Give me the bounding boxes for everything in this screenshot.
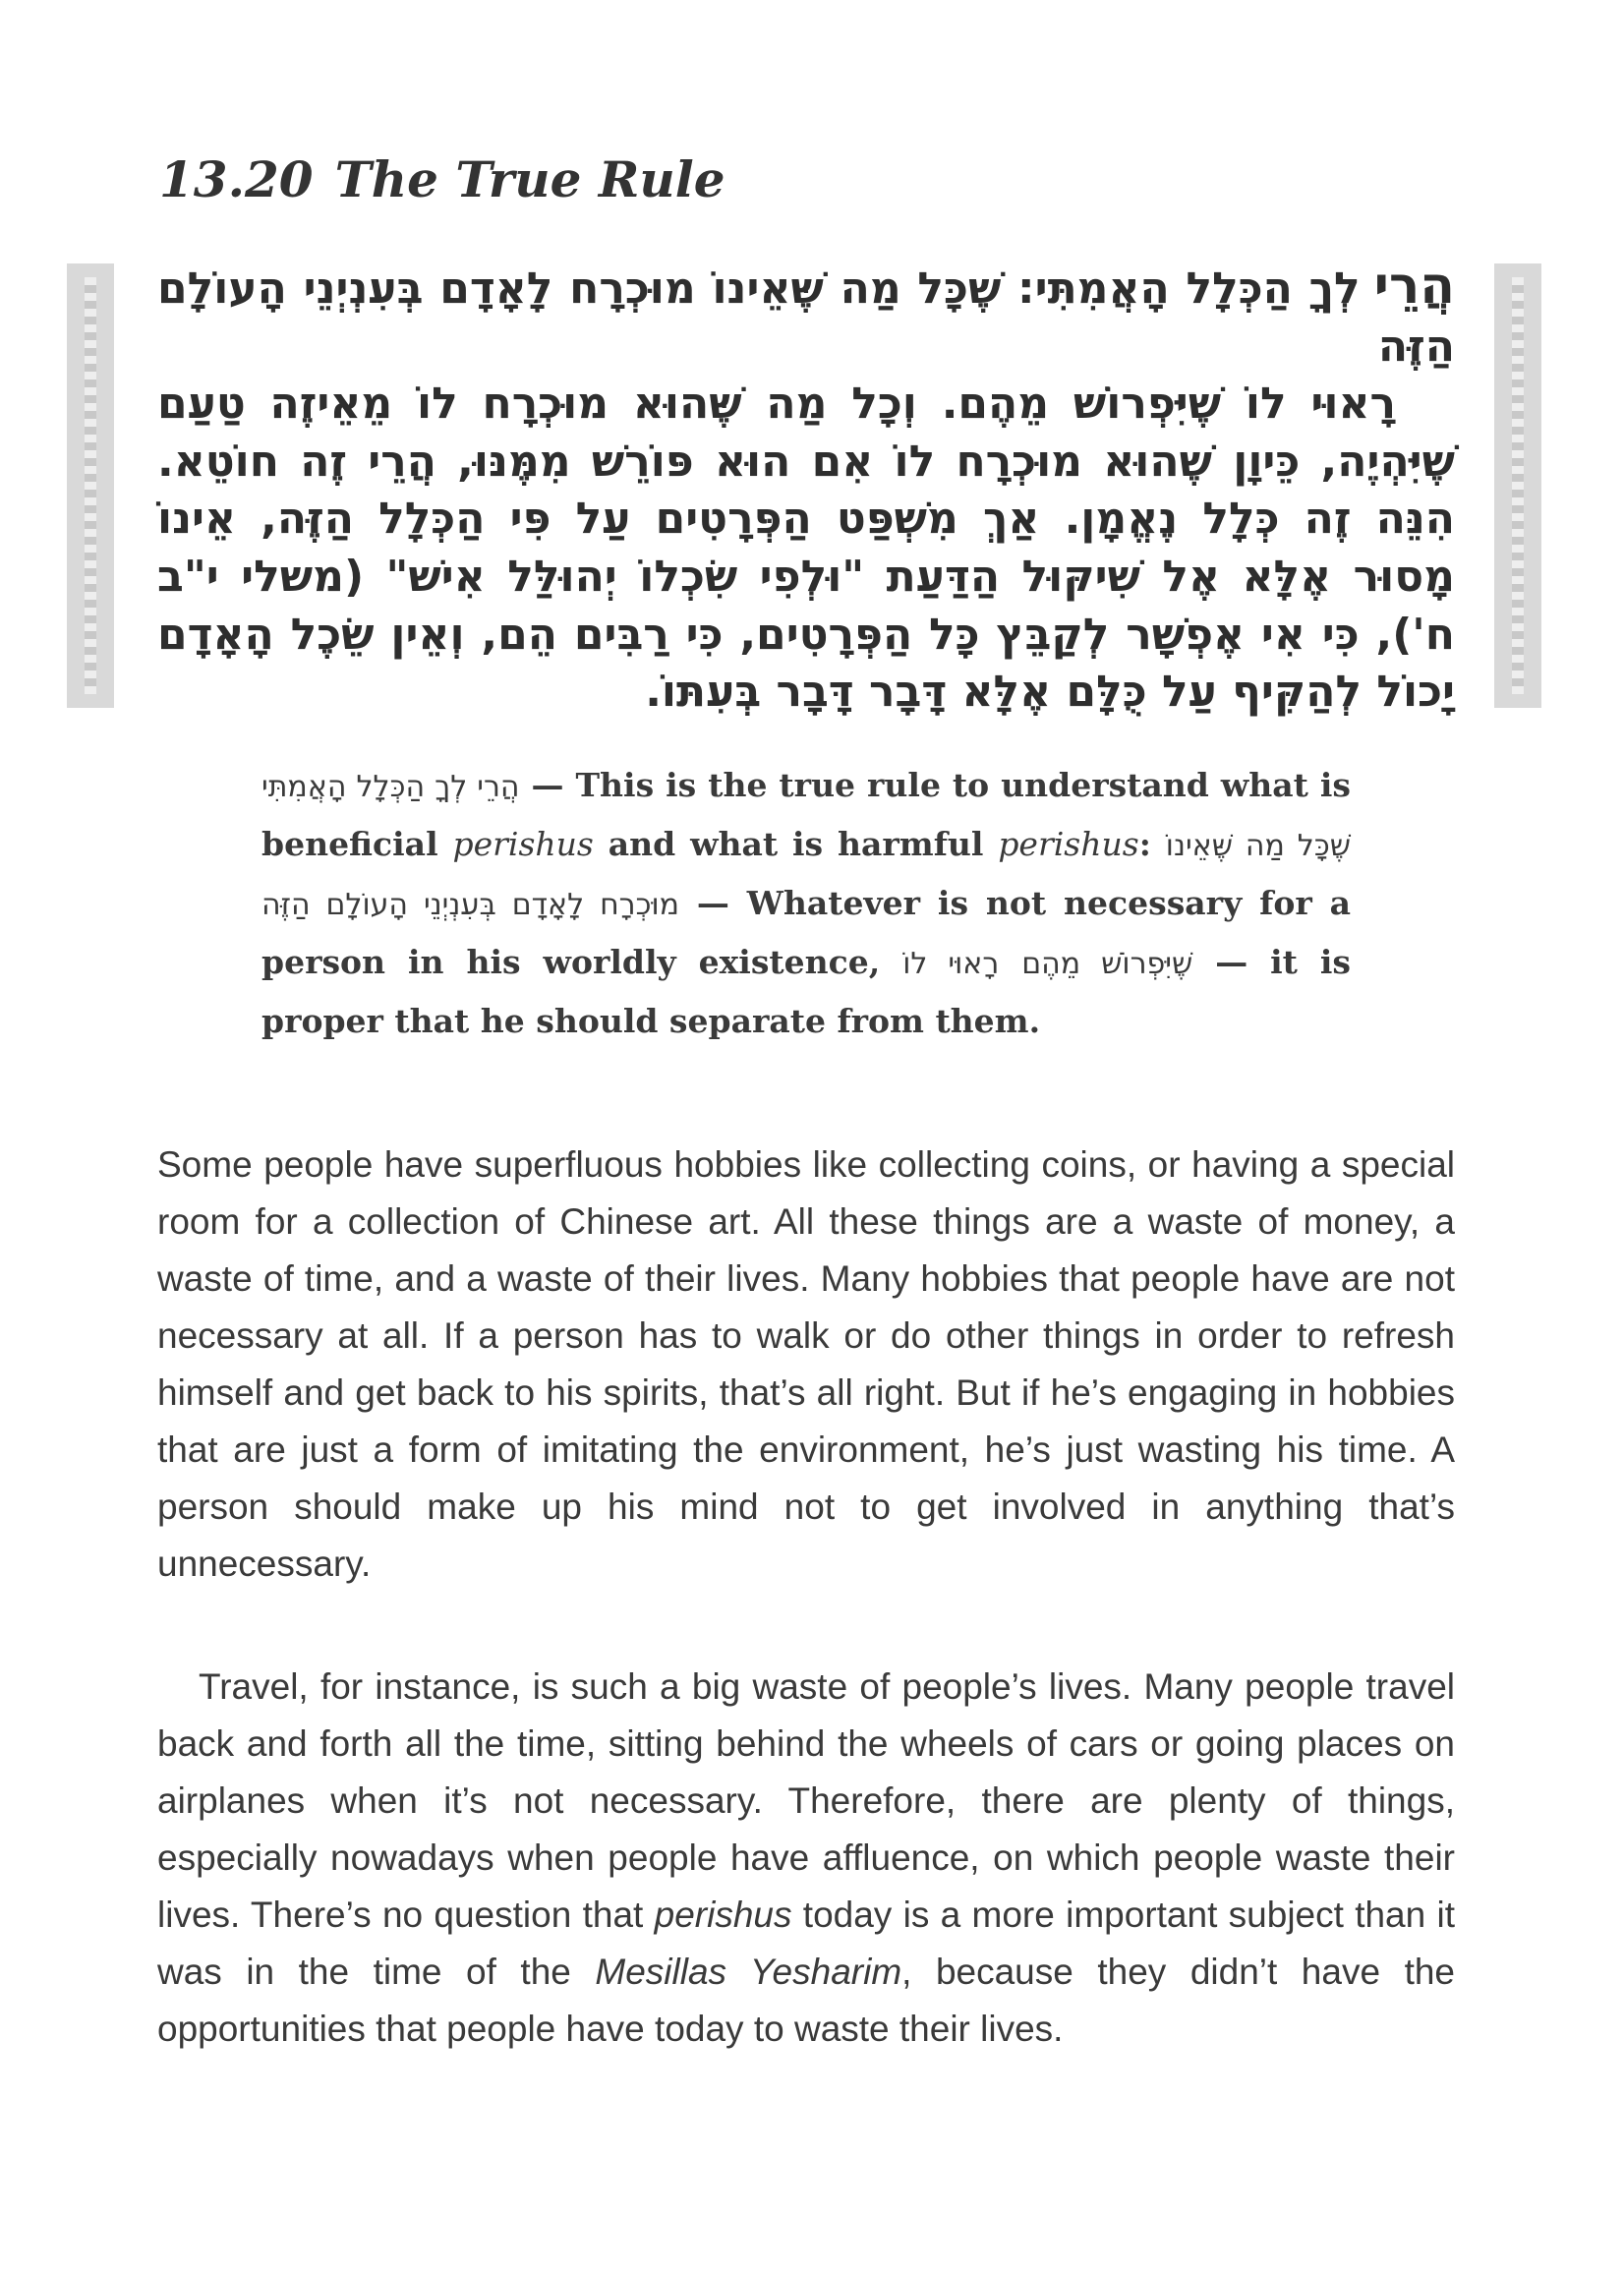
commentary-paragraph-2 [157, 1659, 1455, 2058]
section-heading [159, 146, 1339, 214]
translation-text-2: and what is harmful [608, 825, 984, 863]
section-title: The True Rule [334, 150, 725, 208]
translation-block [261, 757, 1351, 1050]
commentary-paragraph-1: Some people have superfluous hobbies like collecting coins, or having a special room for a collection of Chinese art. All these things are a waste of money, a waste of time, and a waste of their lives. Many hobbies that people have are not necessary at all. If a person has to walk or do other things in order to refresh himself and get back to his spirits, that’s all right. But if he’s engaging in hobbies that are just a form of imitating the environment, he’s just wasting his time. A person should make up his mind not to get involved in anything that’s unnecessary. [157, 1144, 1455, 1584]
translation-hebrew-phrase-4: שֶׁיִּפְרוֹשׁ מֵהֶם [1021, 947, 1193, 981]
paragraph-2-text-1: Travel, for instance, is such a big waste of people’s lives. Many people travel back and forth all the time, sitting behind the wheels of cars or going places on airplanes when it’s not necessary. Therefore, there are plenty of things, especially nowadays when people have affluence, on which people waste their lives. There’s no question that [157, 1666, 1455, 1935]
left-margin-ornament [67, 263, 114, 708]
translation-hebrew-phrase-1: הֲרֵי לְךָ הַכְּלָל הָאֲמִתִּי [261, 770, 520, 804]
translation-term-1: perishus [452, 825, 594, 863]
hebrew-source-text [157, 258, 1455, 722]
translation-text-1: — This is the true rule to understand what is beneficial [261, 766, 1351, 863]
hebrew-opening-word: הֲרֵי [1373, 257, 1455, 316]
translation-text-5: — it is proper that he should separate from them. [261, 943, 1351, 1040]
paragraph-2-text-2: today is a more important subject than it was in the time of the [157, 1895, 1456, 1992]
paragraph-2-term-1: perishus [654, 1895, 792, 1935]
translation-text-3: : [1138, 825, 1151, 863]
section-number: 13.20 [159, 150, 314, 208]
translation-text-4: — Whatever is not necessary for a person in his worldly existence, [261, 884, 1351, 981]
translation-hebrew-phrase-3: רָאוּי לוֹ [902, 947, 1000, 981]
paragraph-2-term-2: Mesillas Yesharim [595, 1952, 902, 1992]
hebrew-line-1: לְךָ הַכְּלָל הָאֲמִתִּי: שֶׁכָּל מַה שֶּׁאֵינוֹ מוּכְרָח לָאָדָם בְּעִנְיְנֵי הָעוֹלָם הַזֶּה [157, 263, 1455, 372]
paragraph-2-text-3: , because they didn’t have the opportunities that people have today to waste their lives. [157, 1952, 1456, 2049]
hebrew-continuation: רָאוּי לוֹ שֶׁיִּפְרוֹשׁ מֵהֶם. וְכָל מַה שֶּׁהוּא מוּכְרָח לוֹ מֵאֵיזֶה טַעַם שֶׁיִּהְיֶה, כֵּיוָן שֶׁהוּא מוּכְרָח לוֹ אִם הוּא פּוֹרֵשׁ מִמֶּנּוּ, הֲרֵי זֶה חוֹטֵא. הִנֵּה זֶה כְּלָל נֶאֱמָן. אַךְ מִשְׁפַּט הַפְּרָטִים עַל פִּי הַכְּלָל הַזֶּה, אֵינוֹ מָסוּר אֶלָּא אֶל שִׁיקּוּל הַדַּעַת "וּלְפִי שִׂכְלוֹ יְהוּלַּל אִישׁ" (משלי י"ב ח'), כִּי אִי אֶפְשָׁר לְקַבֵּץ כָּל הַפְּרָטִים, כִּי רַבִּים הֵם, וְאֵין שֵׂכֶל הָאָדָם יָכוֹל לְהַקִּיף עַל כֻּלָּם אֶלָּא דָּבָר דָּבָר בְּעִתּוֹ. [157, 379, 1455, 718]
translation-term-2: perishus [998, 825, 1139, 863]
right-margin-ornament [1494, 263, 1541, 708]
translation-hebrew-phrase-2: שֶׁכָּל מַה שֶּׁאֵינוֹ מוּכְרָח לָאָדָם בְּעִנְיְנֵי הָעוֹלָם הַזֶּה [261, 829, 1351, 922]
